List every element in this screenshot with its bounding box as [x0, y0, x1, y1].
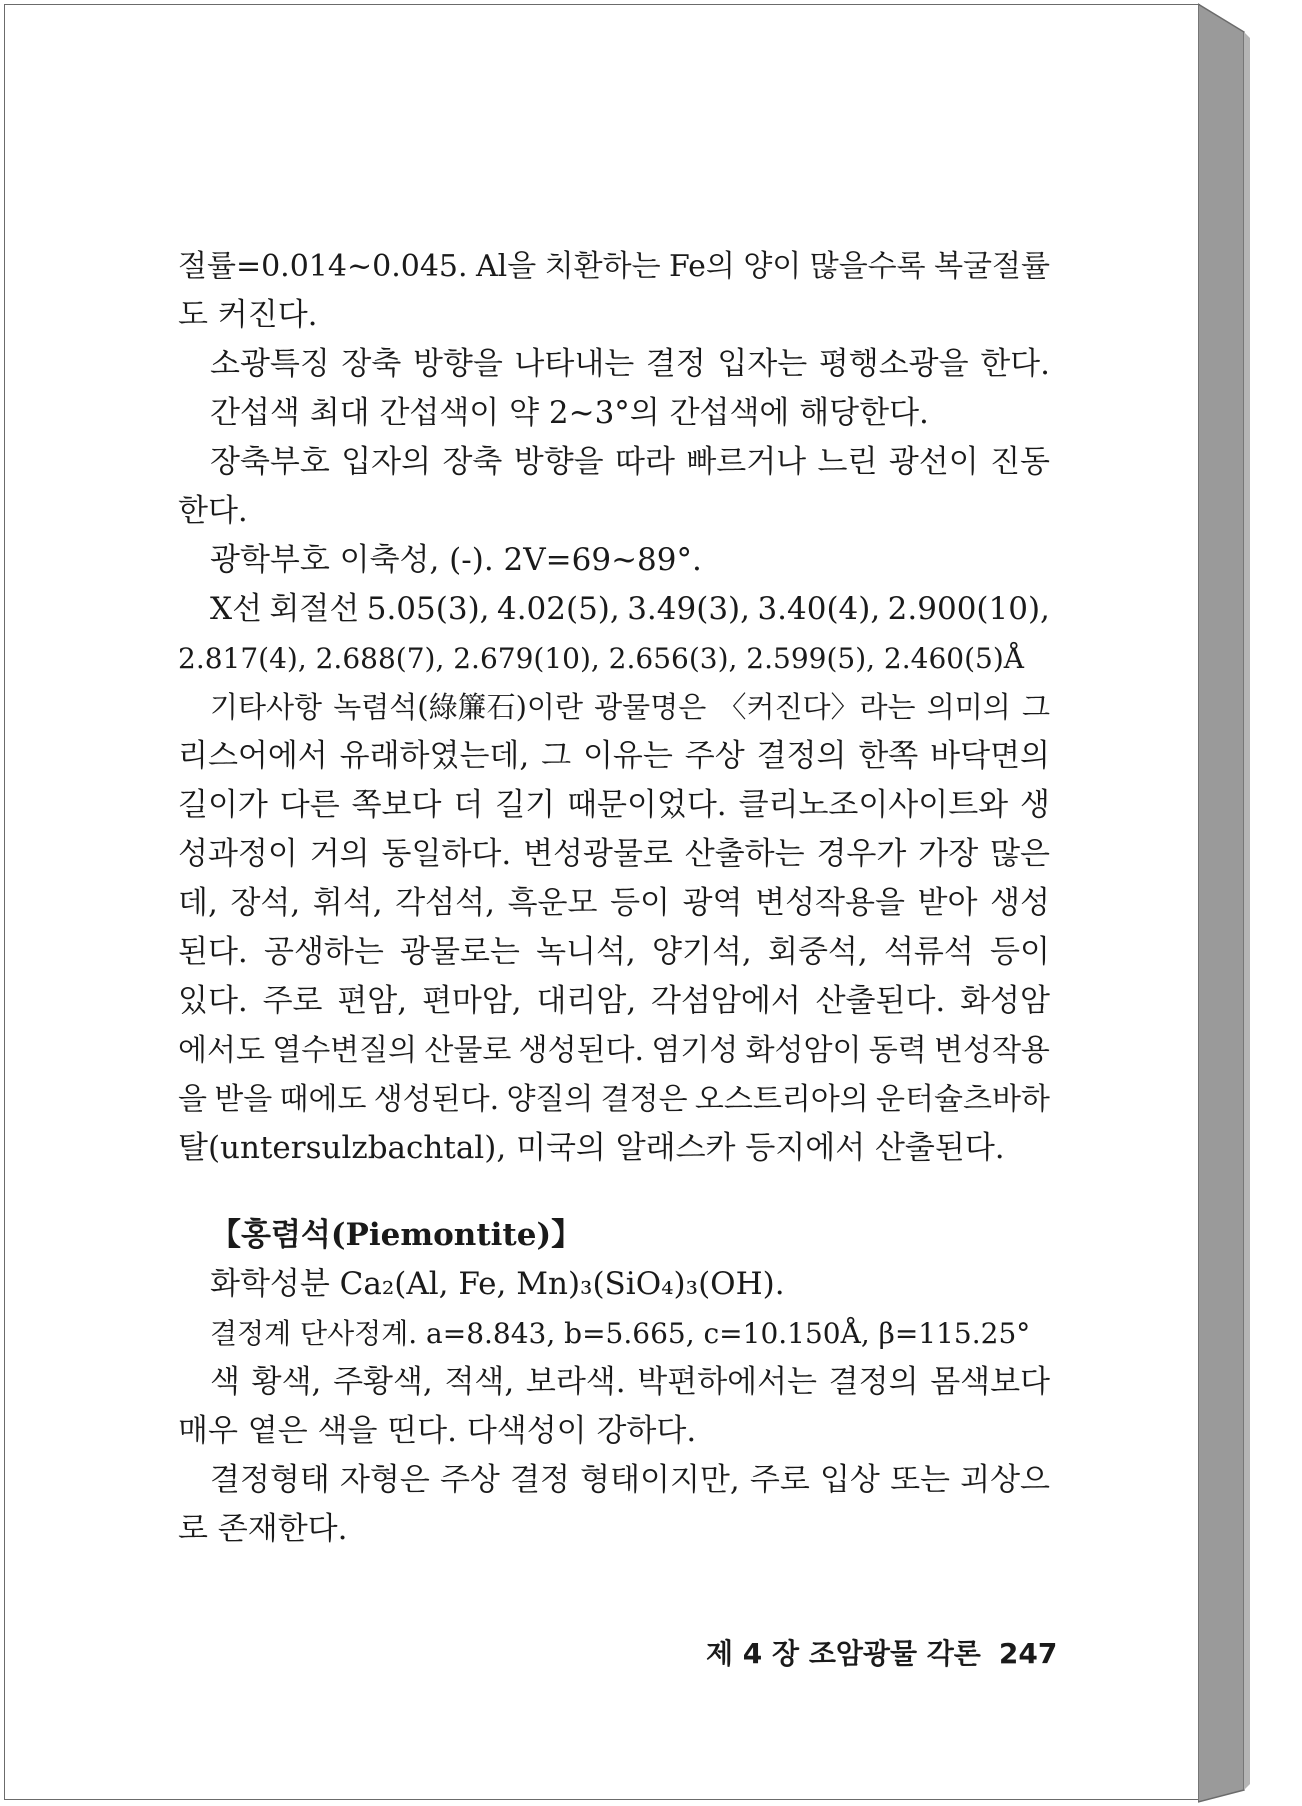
word: 결정 — [510, 1462, 570, 1498]
line-text: 로 존재한다. — [178, 1511, 348, 1547]
text-line — [178, 928, 1050, 977]
word: 등이 — [990, 934, 1050, 970]
line-text — [210, 683, 1050, 732]
book-side-edge — [1198, 0, 1302, 1806]
word: 방향을 — [513, 444, 604, 480]
word: 등이 — [610, 885, 670, 921]
word: 데, — [178, 885, 218, 921]
section-heading — [178, 1211, 1050, 1260]
word: 회절선 — [269, 591, 360, 627]
line-text — [178, 928, 1050, 977]
word: 주황색, — [333, 1364, 433, 1400]
word: 한다. — [980, 346, 1050, 382]
word: 괴상으 — [960, 1462, 1050, 1498]
text-line — [178, 1456, 1050, 1505]
word: 형태이지만, — [580, 1462, 740, 1498]
word: 광물로는 — [400, 934, 520, 970]
word: Al을 — [475, 249, 537, 284]
line-text — [210, 1358, 1050, 1407]
word: 된다. — [178, 934, 248, 970]
word: 석류석 — [883, 934, 974, 970]
section-gap — [178, 1173, 1050, 1211]
line-text: 화학성분 Ca₂(Al, Fe, Mn)₃(SiO₄)₃(OH). — [210, 1266, 785, 1302]
word: 대리암, — [536, 983, 637, 1019]
text-line — [178, 1260, 1050, 1309]
line-text — [178, 879, 1050, 928]
word: 박편하에서는 — [637, 1364, 817, 1400]
word: 회중석, — [768, 934, 868, 970]
text-line — [178, 732, 1050, 781]
text-line — [178, 585, 1050, 634]
word: 동력 — [868, 1033, 927, 1068]
word: 결정의 — [756, 738, 847, 774]
word: 열수변질의 — [272, 1033, 418, 1068]
word: 입자는 — [717, 346, 808, 382]
word: 리스어에서 — [178, 738, 328, 774]
section-heading-text: 【홍렴석(Piemontite)】 — [210, 1217, 583, 1253]
word: 장축 — [341, 346, 402, 382]
word: 〈커진다〉라는 — [717, 690, 916, 724]
text-line — [178, 291, 1050, 340]
word: 입자의 — [341, 444, 432, 480]
word: 거의 — [309, 836, 370, 872]
chapter-title: 제 4 장 조암광물 각론 — [706, 1637, 981, 1670]
line-text: 2.817(4), 2.688(7), 2.679(10), 2.656(3), 2.599(5), 2.460(5)Å — [178, 642, 1024, 675]
word: 적색, — [444, 1364, 515, 1400]
page-text — [178, 242, 1050, 1554]
line-text — [210, 438, 1050, 487]
line-text: 한다. — [178, 493, 248, 529]
text-line — [178, 879, 1050, 928]
word: 의미의 — [926, 690, 1011, 724]
word: 장석, — [230, 885, 301, 921]
word: 양기석, — [652, 934, 752, 970]
word: 산출하는 — [684, 836, 805, 872]
text-line — [178, 536, 1050, 585]
word: 4.02(5), — [496, 591, 620, 627]
word: 절률=0.014~0.045. — [178, 249, 468, 284]
word: 황색, — [251, 1364, 322, 1400]
line-text: 탈(untersulzbachtal), 미국의 알래스카 등지에서 산출된다. — [178, 1130, 1005, 1166]
line-text — [178, 977, 1050, 1026]
word: 변성광물로 — [523, 836, 673, 872]
word: 치환하는 — [544, 249, 661, 284]
word: 생성된다. — [373, 1082, 500, 1117]
line-text — [210, 1456, 1050, 1505]
word: 바닥면의 — [930, 738, 1050, 774]
word: 복굴절률 — [934, 249, 1050, 284]
word: 많을수록 — [809, 249, 926, 284]
word: 다른 — [279, 787, 340, 823]
word: 염기성 — [651, 1033, 739, 1068]
word: 성과정이 — [178, 836, 298, 872]
word: 녹니석, — [536, 934, 636, 970]
text-line — [178, 1309, 1050, 1358]
text-line — [178, 1124, 1050, 1173]
word: 장축부호 — [210, 444, 330, 480]
word: 평행소광을 — [818, 346, 969, 382]
word: 운터슐츠바하 — [876, 1082, 1050, 1117]
line-text: 도 커진다. — [178, 297, 318, 333]
word: 생성된다. — [518, 1033, 645, 1068]
word: 결정 — [645, 346, 706, 382]
word: 화성암이 — [745, 1033, 862, 1068]
word: 2.900(10), — [887, 591, 1050, 627]
word: 생 — [1020, 787, 1050, 823]
text-line — [178, 1407, 1050, 1456]
line-text: 광학부호 이축성, (-). 2V=69~89°. — [210, 542, 702, 578]
text-line — [178, 389, 1050, 438]
word: 에서도 — [178, 1033, 265, 1068]
word: 진동 — [990, 444, 1050, 480]
word: 길기 — [495, 787, 556, 823]
word: 편암, — [337, 983, 408, 1019]
text-line — [178, 1505, 1050, 1554]
word: 느린 — [817, 444, 878, 480]
word: 5.05(3), — [366, 591, 490, 627]
text-line — [178, 634, 1050, 683]
line-text — [210, 340, 1050, 389]
word: 자형은 — [339, 1462, 430, 1498]
text-line — [178, 830, 1050, 879]
word: X선 — [210, 591, 263, 627]
text-line — [178, 242, 1050, 291]
word: 동일하다. — [381, 836, 512, 872]
word: 장축 — [442, 444, 503, 480]
word: 양이 — [743, 249, 802, 284]
text-line — [178, 1026, 1050, 1075]
word: 기타사항 — [210, 690, 323, 724]
word: 쪽보다 — [351, 787, 442, 823]
word: 그 — [541, 738, 572, 774]
word: 때에도 — [279, 1082, 367, 1117]
word: 생성 — [990, 885, 1050, 921]
word: 주상 — [684, 738, 745, 774]
line-text: 간섭색 최대 간섭색이 약 2~3°의 간섭색에 해당한다. — [210, 395, 929, 431]
word: 보라색. — [525, 1364, 626, 1400]
word: 한쪽 — [858, 738, 919, 774]
line-text — [178, 1026, 1050, 1075]
word: 입상 — [819, 1462, 880, 1498]
word: 결정형태 — [210, 1462, 330, 1498]
word: 색 — [210, 1364, 240, 1400]
word: 결정은 — [600, 1082, 688, 1117]
word: 또는 — [890, 1462, 950, 1498]
word: 받아 — [917, 885, 978, 921]
line-text — [178, 781, 1050, 830]
word: 편마암, — [421, 983, 522, 1019]
word: 광역 — [682, 885, 743, 921]
line-text: 매우 옅은 색을 띤다. 다색성이 강하다. — [178, 1413, 697, 1449]
word: 광선이 — [888, 444, 979, 480]
word: 가장 — [918, 836, 979, 872]
text-line — [178, 487, 1050, 536]
line-text: 결정계 단사정계. a=8.843, b=5.665, c=10.150Å, β=115.25° — [210, 1317, 1031, 1350]
word: 광물명은 — [594, 690, 707, 724]
page-number: 247 — [998, 1637, 1058, 1670]
word: 변성작용을 — [755, 885, 905, 921]
word: 따라 — [615, 444, 675, 480]
word: 때문이었다. — [567, 787, 727, 823]
word: 길이가 — [178, 787, 268, 823]
text-line — [178, 1358, 1050, 1407]
word: Fe의 — [668, 249, 735, 284]
word: 더 — [453, 787, 484, 823]
word: 몸색보다 — [930, 1364, 1050, 1400]
word: 방향을 — [412, 346, 503, 382]
word: 나타내는 — [514, 346, 635, 382]
text-line — [178, 340, 1050, 389]
word: 산물로 — [424, 1033, 512, 1068]
word: 주상 — [439, 1462, 500, 1498]
word: 결정의 — [828, 1364, 919, 1400]
line-text — [178, 242, 1050, 291]
text-line — [178, 683, 1050, 732]
word: 유래하였는데, — [339, 738, 530, 774]
word: 양질의 — [506, 1082, 594, 1117]
text-line — [178, 977, 1050, 1026]
word: 각섬석, — [395, 885, 495, 921]
word: 변성작용 — [933, 1033, 1050, 1068]
line-text — [178, 1075, 1050, 1124]
word: 휘석, — [312, 885, 383, 921]
text-line — [178, 781, 1050, 830]
word: 소광특징 — [210, 346, 330, 382]
word: 주로 — [749, 1462, 810, 1498]
line-text — [178, 830, 1050, 879]
word: 을 — [178, 1082, 207, 1117]
word: 3.40(4), — [757, 591, 881, 627]
word: 흑운모 — [507, 885, 598, 921]
word: 각섬암에서 — [651, 983, 801, 1019]
word: 주로 — [262, 983, 323, 1019]
word: 빠르거나 — [686, 444, 807, 480]
word: 화성암 — [960, 983, 1050, 1019]
text-line — [178, 1075, 1050, 1124]
text-line — [178, 438, 1050, 487]
word: 공생하는 — [264, 934, 384, 970]
word: 있다. — [178, 983, 248, 1019]
word: 받을 — [214, 1082, 273, 1117]
word: 오스트리아의 — [694, 1082, 869, 1117]
word: 많은 — [990, 836, 1050, 872]
word: 그 — [1021, 690, 1050, 724]
word: 경우가 — [816, 836, 907, 872]
line-text — [210, 585, 1050, 634]
word: 이유는 — [582, 738, 673, 774]
page-footer — [706, 1632, 1057, 1672]
word: 3.49(3), — [627, 591, 750, 627]
word: 클리노조이사이트와 — [738, 787, 1009, 823]
word: 녹렴석(綠簾石)이란 — [333, 690, 583, 724]
line-text — [178, 732, 1050, 781]
word: 산출된다. — [815, 983, 946, 1019]
